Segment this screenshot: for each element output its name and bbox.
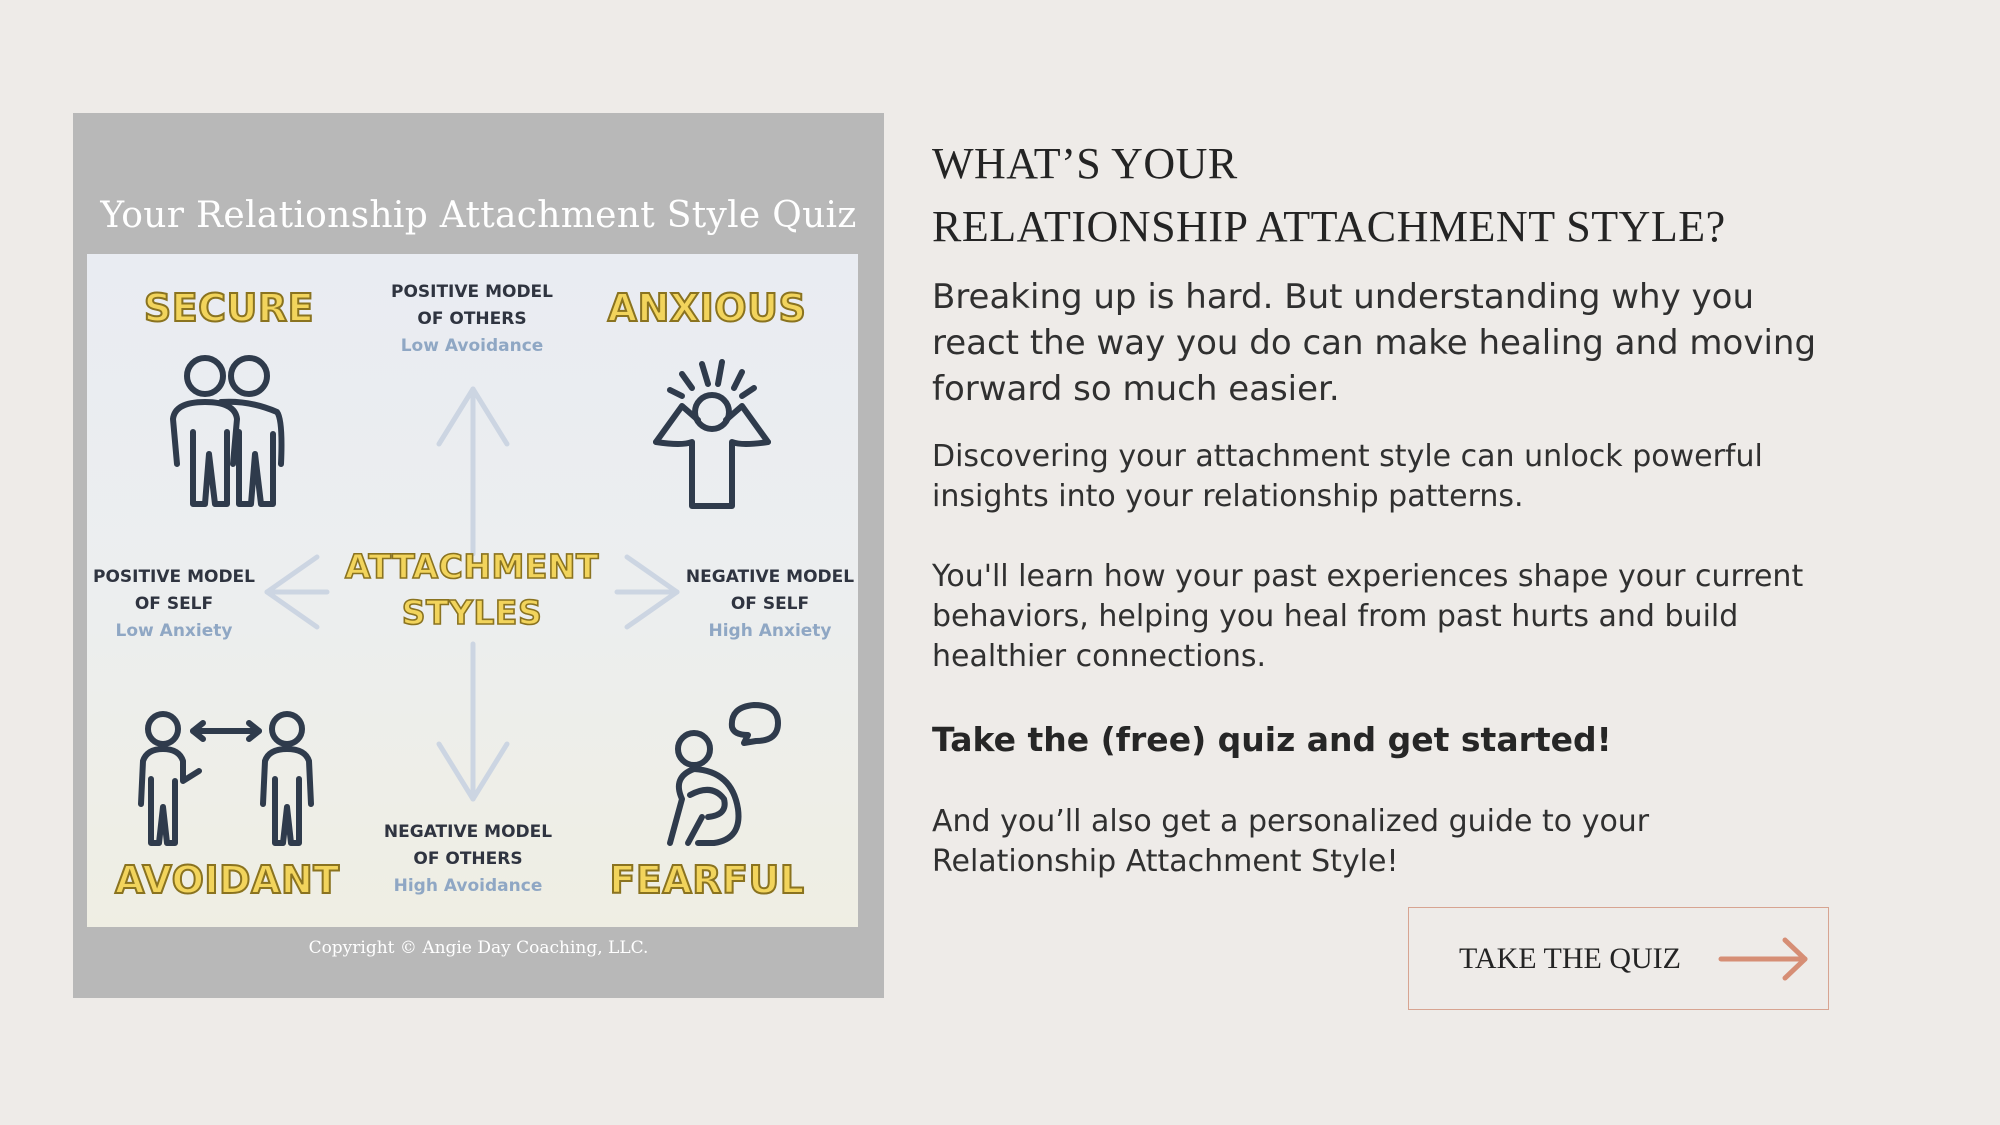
take-quiz-button-label: TAKE THE QUIZ bbox=[1459, 942, 1681, 975]
page-title bbox=[932, 132, 1932, 258]
paragraph-learn: You'll learn how your past experiences shape your current behaviors, helping you heal from past hurts and build healthier connections. bbox=[932, 559, 1804, 674]
axis-bottom-line1: NEGATIVE MODEL bbox=[383, 822, 553, 842]
two-people-icon bbox=[157, 354, 297, 514]
axis-left-line1: POSITIVE MODEL bbox=[92, 567, 255, 587]
stressed-person-icon bbox=[642, 354, 782, 514]
take-quiz-button[interactable] bbox=[1408, 907, 1829, 1010]
attachment-styles-diagram bbox=[87, 254, 858, 927]
attachment-styles-center-label bbox=[332, 544, 612, 636]
lead-paragraph: Breaking up is hard. But understanding why you react the way you do can make healing and moving forward so much easier. bbox=[932, 277, 1817, 409]
fearful-label: FEARFUL bbox=[609, 858, 805, 902]
axis-left-sub: Low Anxiety bbox=[115, 621, 233, 641]
paragraph-discover: Discovering your attachment style can unlock powerful insights into your relationship patterns. bbox=[932, 439, 1763, 514]
axis-bottom-line2: OF OTHERS bbox=[413, 849, 523, 869]
axis-top-line2: OF OTHERS bbox=[417, 309, 527, 329]
paragraph-guide: And you’ll also get a personalized guide to your Relationship Attachment Style! bbox=[932, 804, 1650, 879]
quiz-card-image[interactable] bbox=[73, 113, 884, 998]
secure-label: SECURE bbox=[143, 286, 315, 330]
person-sitting-thought-icon bbox=[662, 699, 802, 849]
avoidant-label: AVOIDANT bbox=[115, 858, 340, 902]
axis-top-sub: Low Avoidance bbox=[400, 336, 544, 356]
axis-left-line2: OF SELF bbox=[134, 594, 214, 614]
axis-right-sub: High Anxiety bbox=[708, 621, 832, 641]
axis-left-label bbox=[89, 564, 259, 645]
axis-right-line2: OF SELF bbox=[730, 594, 810, 614]
axis-top-line1: POSITIVE MODEL bbox=[390, 282, 553, 302]
arrow-right-icon bbox=[1717, 936, 1813, 982]
page-title-line2: RELATIONSHIP ATTACHMENT STYLE? bbox=[932, 202, 1726, 251]
quiz-card-copyright: Copyright © Angie Day Coaching, LLC. bbox=[308, 938, 649, 958]
axis-top-label bbox=[367, 279, 577, 360]
quiz-card-title: Your Relationship Attachment Style Quiz bbox=[100, 195, 857, 236]
two-people-distance-icon bbox=[127, 709, 327, 849]
axis-right-label bbox=[682, 564, 858, 645]
axis-bottom-label bbox=[363, 819, 573, 900]
cta-heading: Take the (free) quiz and get started! bbox=[932, 720, 1612, 759]
center-label-line2: STYLES bbox=[401, 593, 543, 632]
axis-bottom-sub: High Avoidance bbox=[393, 876, 543, 896]
page-title-line1: WHAT’S YOUR bbox=[932, 139, 1238, 188]
center-label-line1: ATTACHMENT bbox=[344, 547, 600, 586]
axis-right-line1: NEGATIVE MODEL bbox=[685, 567, 855, 587]
anxious-label: ANXIOUS bbox=[607, 286, 807, 330]
